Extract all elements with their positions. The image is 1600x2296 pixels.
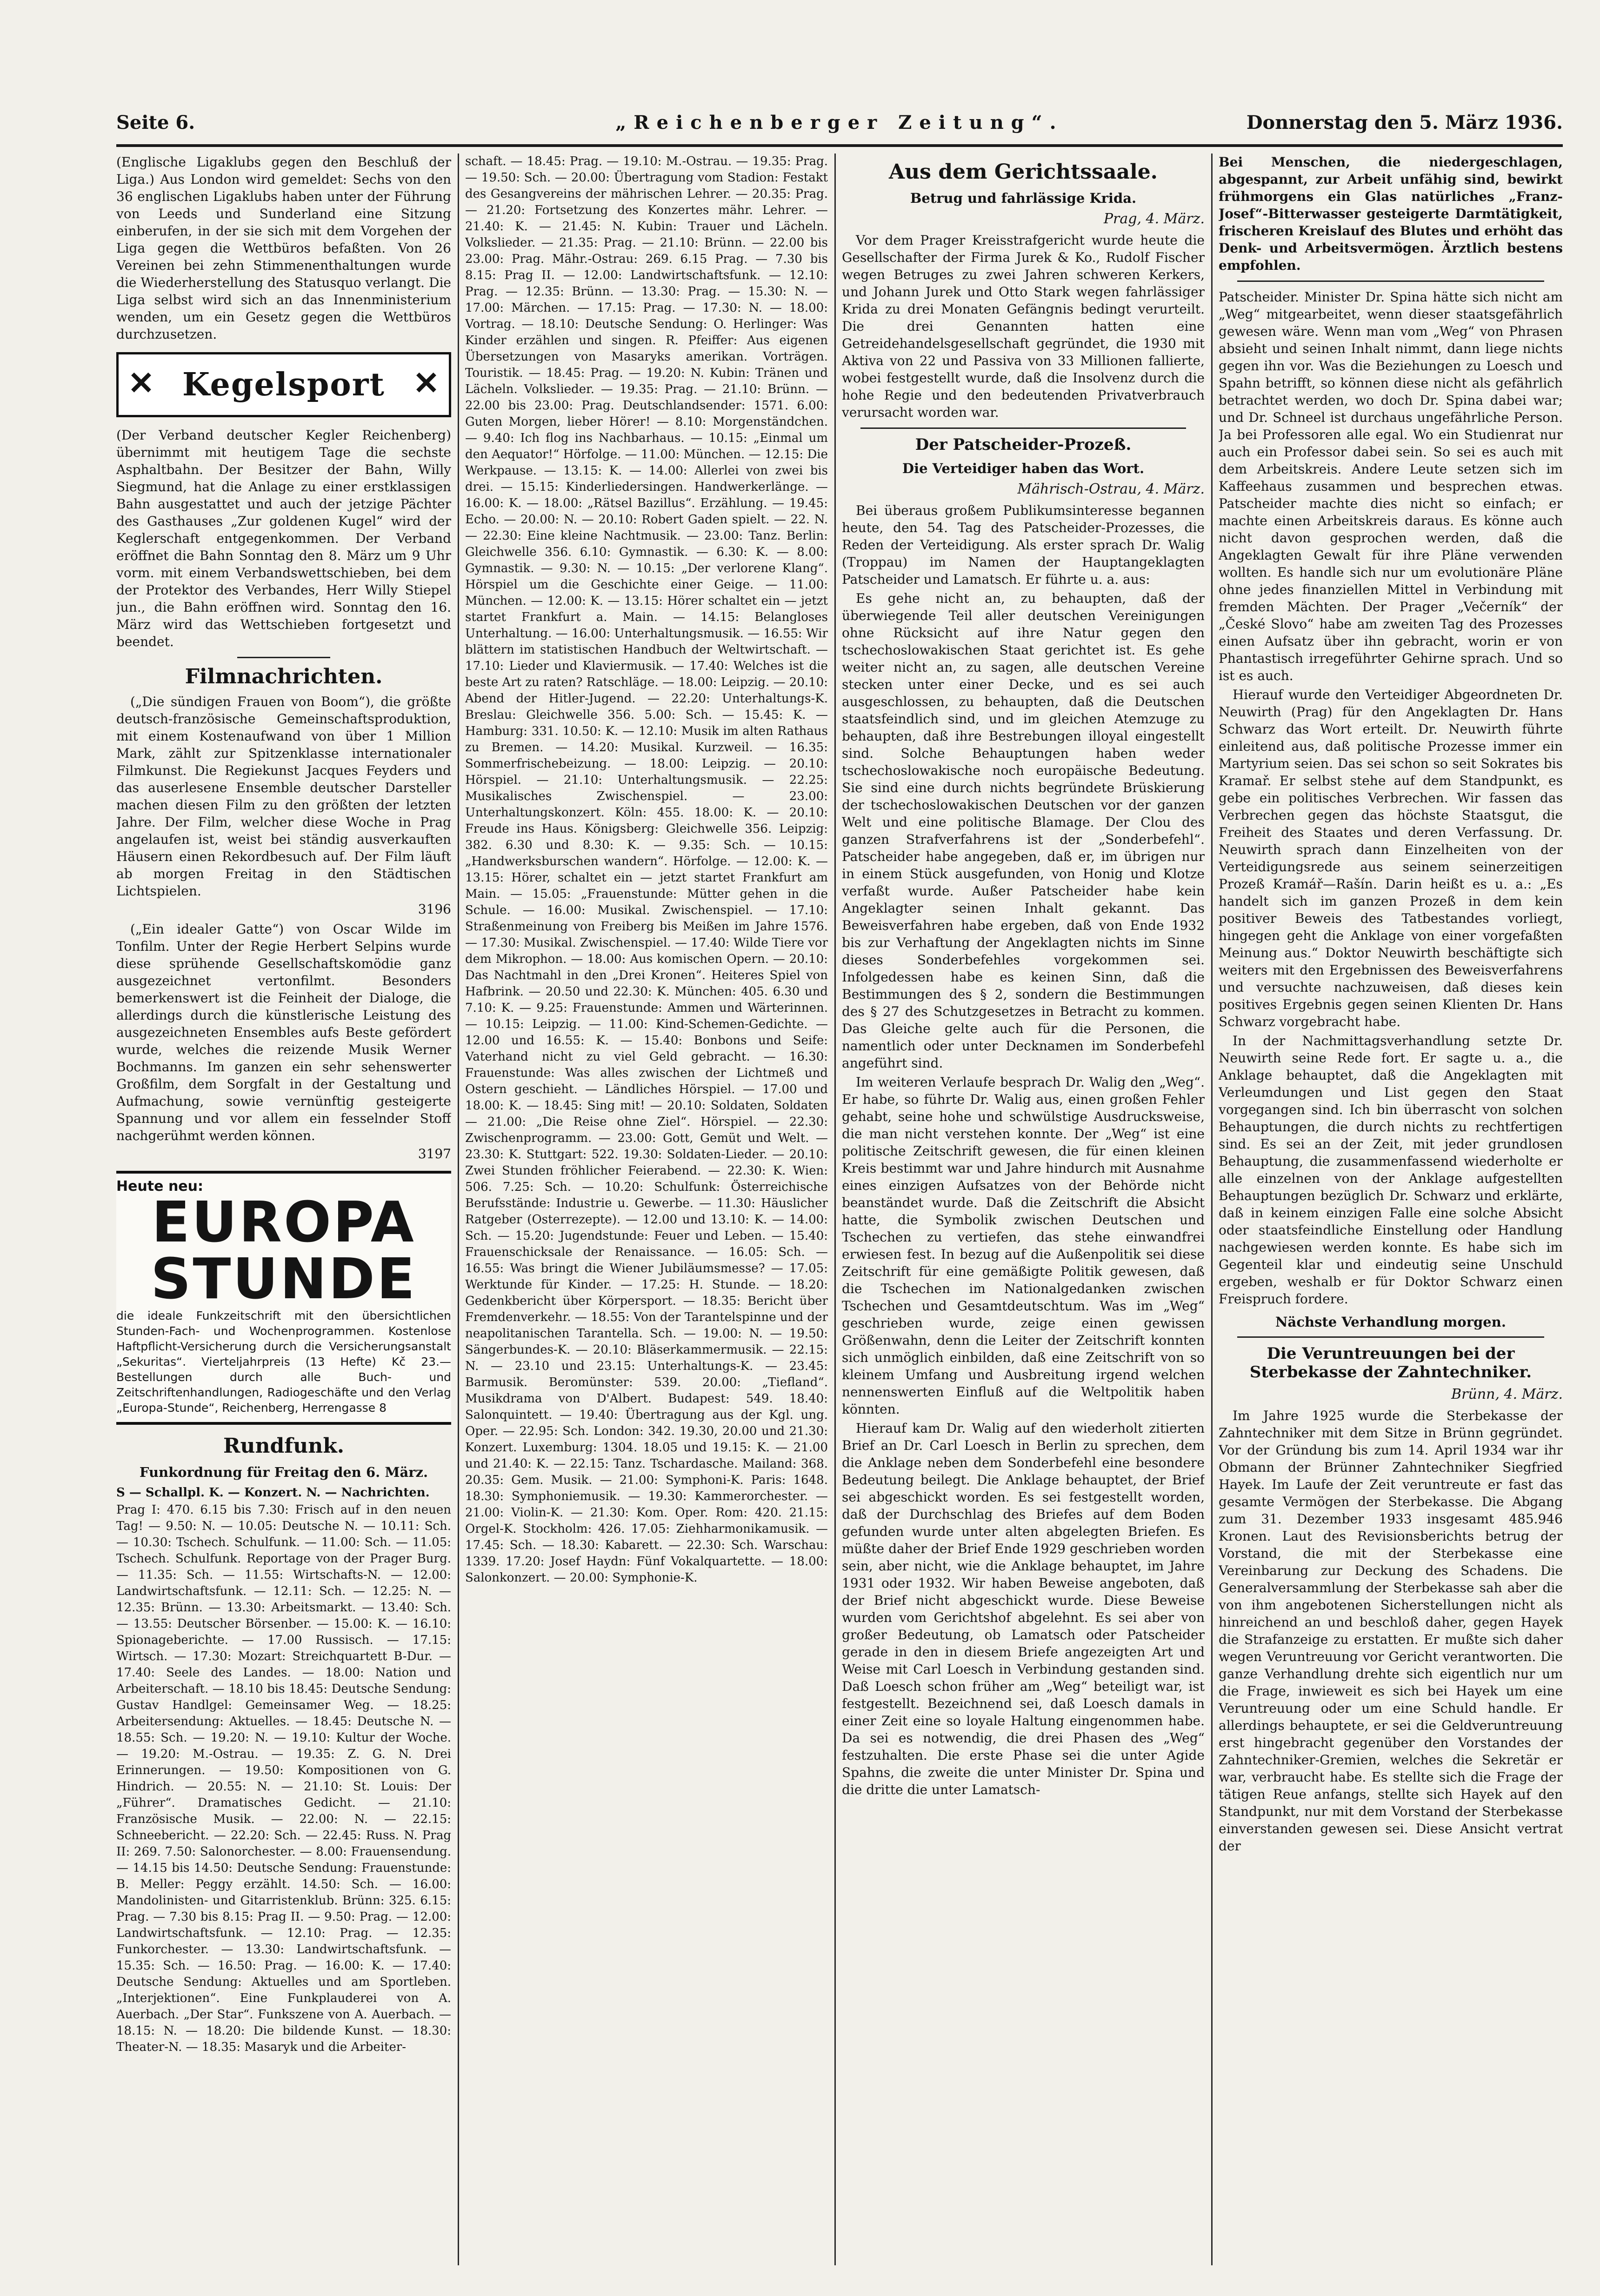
section-subheading: Funkordnung für Freitag den 6. März.	[139, 1464, 428, 1480]
column-rule	[1211, 154, 1213, 2265]
divider	[1237, 280, 1544, 282]
kegelsport-banner	[116, 352, 451, 417]
article-paragraph: Bei überaus großem Publikumsinteresse begannen heute, den 54. Tag des Patscheider-Prozesses, die Reden der Verteidigung. Als erster sprach Dr. Walig (Troppau) im Namen der Hauptangeklagten Patscheider und Lamatsch. Er führte u. a. aus:	[842, 503, 1205, 587]
column-rule	[458, 154, 459, 2265]
article-paragraph: Patscheider. Minister Dr. Spina hätte sich nicht am „Weg“ mitgearbeitet, wenn dieser staatsgefährlich gewesen wäre. Wenn man vom „Weg“ von Phrasen absieht und seinen Inhalt nimmt, dann liege nichts gegen ihn vor. Was die Beziehungen zu Loesch und Spahn betrifft, so können diese nicht als gefährlich betrachtet werden, wo doch Dr. Spina dabei war; und Dr. Schneel ist durchaus ungefährliche Person. Ja bei Professoren alle egal. Wo ein Studienrat nur auch ein Professor dabei sein. So sei es auch mit dem Arbeitskreis. Andere Leute setzen sich im Kaffeehaus zusammen und besprechen etwas. Patscheider machte dies nicht so einfach; er machte einen Arbeitskreis daraus. Es könne auch nicht davon gesprochen werden, daß die Angeklagten Gewalt für ihre Pläne verwenden wollten. Es handle sich nur um evolutionäre Pläne ohne jedes finanziellen Mittel in Verbindung mit fremden Mächten. Der Prager „Večerník“ der „České Slovo“ habe am zweiten Tag des Prozesses einen Aufsatz über ihn gebracht, worin er von Phantastisch irregeführter Gehirne sprach. Und so ist es auch.	[1219, 289, 1563, 683]
article-paragraph: Im weiteren Verlaufe besprach Dr. Walig den „Weg“. Er habe, so führte Dr. Walig aus, einen großen Fehler gehabt, seine hohe und schwülstige Ausdrucksweise, die man nicht verstehen konnte. Der „Weg“ ist eine politische Zeitschrift gewesen, die für einen kleinen Kreis bestimmt war und Jahre hindurch mit Ausnahme eines einzigen Aufsatzes von der Behörde nicht beanständet wurde. Daß die Zeitschrift die Absicht hatte, die Symbolik zwischen Deutschen und Tschechen zu vertiefen, das stehe einwandfrei erwiesen fest. In bezug auf die Außenpolitik sei diese Zeitschrift für eine gemäßigte Politik gewesen, daß die Tschechen im Nationalgedanken zwischen Tschechen und Gesamtdeutschtum. Was im „Weg“ geschrieben wurde, zeige einen gewissen Größenwahn, denn die Leiter der Zeitschrift konnten sich unmöglich einbilden, daß eine Zeitschrift von so kleinem Umfang und Ausbreitung irgend welchen nennenswerten Einfluß auf die Weltpolitik haben könnten.	[842, 1075, 1205, 1417]
article-paragraph: Hierauf kam Dr. Walig auf den wiederholt zitierten Brief an Dr. Carl Loesch in Berlin zu sprechen, dem die Anklage neben dem Sonderbefehl eine besondere Bedeutung beilegt. Die Anklage behauptet, der Brief sei abgeschickt worden. Es sei festgestellt worden, daß der Durchschlag des Briefes auf dem Boden gefunden wurde unter alten abgelegten Briefen. Es müßte daher der Brief Ende 1929 geschrieben worden sein, aber nicht, wie die Anklage behauptet, im Jahre 1931 oder 1932. Wir haben Beweise angeboten, daß der Brief nicht abgeschickt wurde. Diese Beweise wurden vom Gerichtshof abgelehnt. Es sei aber von großer Bedeutung, ob Lamatsch oder Patscheider gerade in den in diesem Briefe angezeigten Art und Weise mit Carl Loesch in Verbindung gestanden sind. Daß Loesch schon früher am „Weg“ beteiligt war, ist festgestellt. Bezeichnend sei, daß Loesch damals in einer Zeit eine so loyale Haltung eingenommen habe. Da sei es notwendig, die drei Phasen des „Weg“ festzuhalten. Die erste Phase sei die unter Agide Spahns, die zweite die unter Minister Dr. Spina und die dritte die unter Lamatsch-	[842, 1421, 1205, 1797]
kegel-article: (Der Verband deutscher Kegler Reichenberg) übernimmt mit heutigem Tage die sechste Asphaltbahn. Der Besitzer der Bahn, Willy Siegmund, hat die Anlage zu einer erstklassigen Bahn ausgestattet und auch der jetzige Pächter des Gasthauses „Zur goldenen Kugel“ wird der Keglerschaft entgegenkommen. Der Verband eröffnet die Bahn Sonntag den 8. März um 9 Uhr vorm. mit einem Verbandswettschieben, bei dem der Protektor des Verbandes, Herr Willy Stiepel jun., die Bahn eröffnen wird. Sonntag den 16. März wird das Wettschieben fortgesetzt und beendet.	[116, 427, 451, 649]
article-paragraph: Im Jahre 1925 wurde die Sterbekasse der Zahntechniker mit dem Sitze in Brünn gegründet. Vor der Gründung bis zum 14. April 1934 war ihr Obmann der Brünner Zahntechniker Siegfried Hayek. Im Laufe der Zeit veruntreute er fast das gesamte Vermögen der Sterbekasse. Die Abgang zum 31. Dezember 1933 insgesamt 485.946 Kronen. Laut des Revisionsberichts betrug der Vorstand, die mit der Sterbekasse eine Vereinbarung zur Deckung des Schadens. Die Generalversammlung der Sterbekasse sah aber die von ihm angebotenen Sicherstellungen nicht als hinreichend an und beschloß daher, gegen Hayek die Strafanzeige zu erstatten. Er mußte sich daher wegen Veruntreuung vor Gericht verantworten. Die ganze Verhandlung drehte sich eigentlich nur um die Frage, inwieweit es sich bei Hayek um eine Veruntreuung oder um eine Schuld handle. Er allerdings behauptete, er sei die Geldveruntreuung erst hingebracht gegenüber den Vorstandes der Zahntechniker-Gremien, welches die Sekretär er war, verbraucht habe. Es stellte sich die Frage der tätigen Reue anfangs, stellte sich Hayek auf den Standpunkt, nur mit dem Vorstand der Sterbekasse einverstanden gewesen sei. Diese Ansicht vertrat der	[1219, 1408, 1563, 1854]
crossed-pins-icon: ✕	[413, 365, 440, 402]
column-3	[842, 154, 1205, 2284]
radio-program: Prag I: 470. 6.15 bis 7.30: Frisch auf in den neuen Tag! — 9.50: N. — 10.05: Deutsche N. — 10.11: Sch. — 10.30: Tschech. Schulfunk. — 11.00: Sch. — 11.05: Tschech. Schulfunk. Reportage von der Prager Burg. — 11.35: Sch. — 11.55: Wirtschafts-N. — 12.00: Landwirtschaftsfunk. — 12.11: Sch. — 12.25: N. — 12.35: Brünn. — 13.30: Arbeitsmarkt. — 13.40: Sch. — 13.55: Deutscher Börsenber. — 15.00: K. — 16.10: Spionageberichte. — 17.00 Russisch. — 17.15: Wirtsch. — 17.30: Mozart: Streichquartett B-Dur. — 17.40: Seele des Landes. — 18.00: Nation und Arbeiterschaft. — 18.10 bis 18.45: Deutsche Sendung: Gustav Handlgel: Gemeinsamer Weg. — 18.25: Arbeitersendung: Aktuelles. — 18.45: Deutsche N. — 18.55: Sch. — 19.20: N. — 19.10: Kultur der Woche. — 19.20: M.-Ostrau. — 19.35: Z. G. N. Drei Erinnerungen. — 19.50: Kompositionen von G. Hindrich. — 20.55: N. — 21.10: St. Louis: Der „Führer“. Dramatisches Gedicht. — 21.10: Französische Musik. — 22.00: N. — 22.15: Schneebericht. — 22.20: Sch. — 22.45: Russ. N. Prag II: 269. 7.50: Salonorchester. — 8.00: Frauensendung. — 14.15 bis 14.50: Deutsche Sendung: Frauenstunde: B. Meller: Peggy erzählt. 14.50: Sch. — 16.00: Mandolinisten- und Gitarristenklub. Brünn: 325. 6.15: Prag. — 7.30 bis 8.15: Prag II. — 9.50: Prag. — 12.00: Landwirtschaftsfunk. — 12.10: Prag. — 12.35: Funkorchester. — 13.30: Landwirtschaftsfunk. — 15.35: Sch. — 16.50: Prag. — 16.00: K. — 17.40: Deutsche Sendung: Aktuelles und am Sportleben. „Interjektionen“. Eine Funkplauderei von A. Auerbach. „Der Star“. Funkszene von A. Auerbach. — 18.15: N. — 18.20: Die bildende Kunst. — 18.30: Theater-N. — 18.35: Masaryk und die Arbeiter-	[116, 1503, 451, 2054]
film-article: („Die sündigen Frauen von Boom“), die größte deutsch-französische Gemeinschaftsproduktion, mit einem Kostenaufwand von über 1 Million Mark, zählt zur Spitzenklasse internationaler Filmkunst. Die Regiekunst Jacques Feyders und das auserlesene Ensemble deutscher Darsteller machen diesen Film zu den größten der letzten Jahre. Der Film, welcher diese Woche in Prag angelaufen ist, weist bei ständig ausverkauften Häusern einen Rekordbesuch auf. Der Film läuft ab morgen Freitag in den Städtischen Lichtspielen.	[116, 694, 451, 899]
film-article: („Ein idealer Gatte“) von Oscar Wilde im Tonfilm. Unter der Regie Herbert Selpins wurde diese sprühende Gesellschaftskomödie ganz ausgezeichnet vertonfilmt. Besonders bemerkenswert ist die Feinheit der Dialoge, die allerdings durch die künstlerische Leistung des ausgezeichneten Ensembles aufs Beste gefördert wurde, welches die reizende Musik Werner Bochmanns. Im ganzen ein sehr sehenswerter Großfilm, dem Sorgfalt in der Gestaltung und Aufmachung, sowie vernünftig gesteigerte Spannung und vor allem ein fesselnder Stoff nachgerühmt werden können.	[116, 921, 451, 1143]
court-article: Vor dem Prager Kreisstrafgericht wurde heute die Gesellschafter der Firma Jurek & Ko., Rudolf Fischer wegen Betruges zu zwei Jahren schweren Kerkers, und Johann Jurek und Otto Stark wegen fahrlässiger Krida zu drei Monaten Gefängnis bedingt verurteilt. Die drei Genannten hatten eine Getreidehandelsgesellschaft gegründet, die 1930 mit Aktiva von 22 und Passiva von 33 Millionen fallierte, wobei festgestellt wurde, daß die Insolvenz durch die hohe Regie und den bedeutenden Privatverbrauch verursacht worden war.	[842, 233, 1205, 420]
newspaper-name: „Reichenberger Zeitung“.	[615, 112, 1064, 133]
issue-date: Donnerstag den 5. März 1936.	[1246, 112, 1563, 133]
radio-legend: S — Schallpl. K. — Konzert. N. — Nachrichten.	[116, 1486, 430, 1500]
article-paragraph: In der Nachmittagsverhandlung setzte Dr. Neuwirth seine Rede fort. Er sagte u. a., die Anklage behauptet, daß die Angeklagten mit Verleumdungen und List gegen den Staat vorgegangen sind. Ich bin überrascht von solchen Behauptungen, die durch nichts zu rechtfertigen sind. Es sei an der Zeit, mit jeder grundlosen Behauptung, die zusammenfassend wiederholte er alle einzelnen von der Anklage aufgestellten Behauptungen bezüglich Dr. Schwarz und erklärte, daß in keinem einzigen Falle eine solche Absicht oder staatsfeindliche Einstellung oder Handlung nachgewiesen werden konnte. Es habe sich im Gegenteil klar und eindeutig seine Unschuld ergeben, weshalb er für Doktor Schwarz einen Freispruch fordere.	[1219, 1033, 1563, 1307]
europa-stunde-ad	[116, 1171, 451, 1425]
banner-title: Kegelsport	[182, 366, 385, 403]
ad-title-line: STUNDE	[151, 1247, 417, 1312]
article-paragraph: Hierauf wurde den Verteidiger Abgeordneten Dr. Neuwirth (Prag) für den Angeklagten Dr. Hans Schwarz das Wort erteilt. Dr. Neuwirth führte einleitend aus, daß politische Prozesse immer ein Martyrium seien. Das sei schon so seit Sokrates bis Kramař. Er selbst stehe auf dem Standpunkt, es gebe ein politisches Verbrechen. Wir fassen das Verbrechen gegen das höchste Staatsgut, die Freiheit des Staates und deren Verfassung. Dr. Neuwirth sprach dann Einzelheiten von der Verteidigungsrede aus seinem seinerzeitigen Prozeß Kramář—Rašín. Darin heißt es u. a.: „Es handelt sich im ganzen Prozeß in dem kein positiver Beweis des Tatbestandes vorliegt, hingegen geht die Anklage von einer vorgefaßten Meinung aus.“ Doktor Neuwirth beschäftigte sich weiters mit den Ergebnissen des Beweisverfahrens und versuchte nachzuweisen, daß dieses kein positives Ergebnis gegen seinen Klienten Dr. Hans Schwarz vorgebracht habe.	[1219, 687, 1563, 1029]
column-1	[116, 154, 451, 2284]
section-heading: Filmnachrichten.	[185, 665, 383, 688]
radio-program: schaft. — 18.45: Prag. — 19.10: M.-Ostrau. — 19.35: Prag. — 19.50: Sch. — 20.00: Übertragung vom Stadion: Festakt des Gesangvereins der mährischen Lehrer. — 20.35: Prag. — 21.20: Fortsetzung des Konzertes mähr. Lehrer. — 21.40: K. — 21.45: N. Kubin: Trauer und Lächeln. Volkslieder. — 21.35: Prag. — 21.10: Brünn. — 22.00 bis 23.00: Prag. Mähr.-Ostrau: 269. 6.15 Prag. — 7.30 bis 8.15: Prag II. — 12.00: Landwirtschaftsfunk. — 12.10: Prag. — 12.35: Brünn. — 13.30: Prag. — 15.30: N. — 17.00: Märchen. — 17.15: Prag. — 17.30: N. — 18.00: Vortrag. — 18.10: Deutsche Sendung: O. Herlinger: Was Kinder erzählen und singen. R. Pfeiffer: Aus eigenen Übersetzungen von Masaryks amerikan. Vorträgen. Touristik. — 18.45: Prag. — 19.20: N. Kubin: Tränen und Lächeln. Volkslieder. — 19.35: Prag. — 21.10: Brünn. — 22.00 bis 23.00: Prag. Deutschlandsender: 1571. 6.00: Guten Morgen, lieber Hörer! — 8.10: Morgenständchen. — 9.40: Ich flog ins Nachbarhaus. — 10.15: „Einmal um den Aequator!“ Hörfolge. — 11.00: München. — 12.15: Die Werkpause. — 13.15: K. — 14.00: Allerlei von zwei bis drei. — 15.15: Kinderliedersingen. Handwerkerlänge. — 16.00: K. — 18.00: „Rätsel Bazillus“. Erzählung. — 19.45: Echo. — 20.00: N. — 20.10: Robert Gaden spielt. — 22. N. — 22.30: Eine kleine Nachtmusik. — 23.00: Tanz. Berlin: Gleichwelle 356. 6.10: Gymnastik. — 6.30: K. — 8.00: Gymnastik. — 9.30: N. — 10.15: „Der verlorene Klang“. Hörspiel um die Geschichte einer Geige. — 11.00: München. — 12.00: K. — 13.15: Hörer schaltet ein — jetzt startet Frankfurt a. Main. — 14.15: Belangloses Unterhaltung. — 16.00: Unterhaltungsmusik. — 16.55: Wir blättern im statistischen Handbuch der Weltwirtschaft. — 17.10: Lieder und Klaviermusik. — 17.40: Welches ist die beste Art zu raten? Ratschläge. — 18.00: Leipzig. — 20.10: Abend der Hitler-Jugend. — 22.20: Unterhaltungs-K. Breslau: Gleichwelle 356. 5.00: Sch. — 15.45: K. — Hamburg: 331. 10.50: K. — 12.10: Musik im alten Rathaus zu Bremen. — 14.20: Musikal. Kurzweil. — 16.35: Sommerfrischebeizung. — 18.00: Leipzig. — 20.10: Hörspiel. — 21.10: Unterhaltungsmusik. — 22.25: Musikalisches Zwischenspiel. — 23.00: Unterhaltungskonzert. Köln: 455. 18.00: K. — 20.10: Freude ins Haus. Königsberg: Gleichwelle 356. Leipzig: 382. 6.30 und 8.30: K. — 9.35: Sch. — 10.15: „Handwerksburschen wandern“. Hörfolge. — 12.00: K. — 13.15: Hörer, schaltet ein — jetzt startet Frankfurt am Main. — 15.05: „Frauenstunde: Mütter gehen in die Schule. — 16.00: Musikal. Zwischenspiel. — 17.10: Straßenmeinung von Freiberg bis Meißen im Jahre 1576. — 17.30: Musikal. Zwischenspiel. — 17.40: Wilde Tiere vor dem Mikrophon. — 18.00: Aus komischen Opern. — 20.10: Das Nachtmahl in den „Drei Kronen“. Heiteres Spiel von Hafbrink. — 20.50 und 22.30: K. München: 405. 6.30 und 7.10: K. — 9.25: Frauenstunde: Ammen und Wärterinnen. — 10.15: Leipzig. — 11.00: Kind-Schemen-Gedichte. — 12.00 und 16.55: K. — 15.40: Bonbons und Seife: Vaterhand nicht zu viel Geld gebracht. — 16.30: Frauenstunde: Was alles zwischen der Lichtmeß und Ostern geschieht. — Ländliches Hörspiel. — 17.00 und 18.00: K. — 18.45: Sing mit! — 20.10: Soldaten, Soldaten — 21.00: „Die Reise ohne Ziel“. Hörspiel. — 22.30: Zwischenprogramm. — 23.00: Gott, Gemüt und Welt. — 23.30: K. Stuttgart: 522. 19.30: Soldaten-Lieder. — 20.10: Zwei Stunden fröhlicher Feierabend. — 22.30: K. Wien: 506. 7.25: Sch. — 10.20: Schulfunk: Österreichische Berufsstände: Industrie u. Gewerbe. — 11.30: Häuslicher Ratgeber (Osterrezepte). — 12.00 und 13.10: K. — 14.00: Sch. — 15.20: Jugendstunde: Feuer und Leben. — 15.40: Frauenschicksale der Renaissance. — 16.05: Sch. — 16.55: Was bringt die Wiener Jubiläumsmesse? — 17.05: Werktunde für Kinder. — 17.25: H. Stunde. — 18.20: Gedenkbericht über Körpersport. — 18.35: Bericht über Fremdenverkehr. — 18.55: Von der Tarantelspinne und der neapolitanischen Tarantella. Sch. — 19.00: N. — 19.50: Sängerbundes-K. — 20.10: Bläserkammermusik. — 22.15: N. — 23.10 und 23.15: Unterhaltungs-K. — 23.45: Barmusik. Beromünster: 539. 20.00: „Tiefland“. Musikdrama von D'Albert. Budapest: 549. 18.40: Salonquintett. — 19.40: Übertragung aus der Kgl. ung. Oper. — 22.95: Sch. London: 342. 19.30, 20.00 und 21.30: Konzert. Luxemburg: 1304. 18.05 und 19.15: K. — 21.00 und 21.40: K. — 22.15: Tanz. Tschardasche. Mailand: 368. 20.35: Gem. Musik. — 21.00: Symphoni-K. Paris: 1648. 18.30: Symphoniemusik. — 19.30: Kammerorchester. — 21.00: Violin-K. — 21.30: Kom. Oper. Rom: 420. 21.15: Orgel-K. Stockholm: 426. 17.05: Ziehharmonikamusik. — 17.45: Sch. — 18.30: Kabarett. — 22.30: Sch. Warschau: 1339. 17.20: Josef Haydn: Fünf Vokalquartette. — 18.00: Salonkonzert. — 20.00: Symphonie-K.	[465, 154, 828, 1585]
closing-note: Nächste Verhandlung morgen.	[1275, 1314, 1506, 1330]
page-header	[116, 107, 1563, 147]
section-heading: Rundfunk.	[223, 1434, 345, 1458]
column-2	[465, 154, 828, 2284]
crossed-pins-icon: ✕	[128, 365, 154, 402]
dateline: Prag, 4. März.	[1103, 211, 1205, 227]
article-subheading: Die Verteidiger haben das Wort.	[902, 461, 1145, 476]
article-heading: Der Patscheider-Prozeß.	[915, 435, 1132, 454]
ad-title-line: EUROPA	[152, 1190, 416, 1255]
dateline: Mährisch-Ostrau, 4. März.	[1017, 481, 1205, 497]
ad-code: 3196	[418, 901, 451, 917]
sport-article: (Englische Ligaklubs gegen den Beschluß der Liga.) Aus London wird gemeldet: Sechs von den 36 englischen Ligaklubs haben unter der Führung von Leeds und Sunderland eine Sitzung einberufen, in der sie sich mit dem Vorgehen der Liga gegen die Wettbüros befaßten. Von 26 Vereinen bei zehn Stimmenenthaltungen wurde die Wiederherstellung des Statusquo verlangt. Die Liga selbst wird sich an das Innenministerium wenden, um ein Gesetz gegen die Wettbüros durchzusetzen.	[116, 154, 451, 342]
column-rule	[834, 154, 836, 2265]
dateline: Brünn, 4. März.	[1451, 1386, 1563, 1402]
divider	[237, 657, 330, 658]
advertisement-text: Bei Menschen, die niedergeschlagen, abgespannt, zur Arbeit unfähig sind, bewirkt frühmorgens ein Glas natürliches „Franz-Josef“-Bitterwasser gesteigerte Darmtätigkeit, frischeren Kreislauf des Blutes und erhöht das Denk- und Arbeitsvermögen. Ärztlich bestens empfohlen.	[1219, 154, 1563, 273]
article-paragraph: Es gehe nicht an, zu behaupten, daß der überwiegende Teil aller deutschen Vereinigungen ohne Rücksicht auf ihre Natur gegen den tschechoslowakischen Staat gerichtet ist. Es gehe weiter nicht an, zu sagen, alle deutschen Vereine stecken unter einer Decke, und es sei auch ausgeschlossen, zu behaupten, daß die Deutschen staatsfeindlich sind, und im gleichen Atemzuge zu behaupten, daß ihre Bestrebungen illoyal eingestellt sind. Solche Behauptungen haben weder tschechoslowakische noch europäische Bedeutung. Sie sind eine durch nichts begründete Brüskierung der tschechoslowakischen Deutschen vor der ganzen Welt und eine politische Blamage. Der Clou des ganzen Strafverfahrens ist der „Sonderbefehl“. Patscheider habe angegeben, daß er, im übrigen nur in einem Stück ausgefunden, von Honig und Klotze verfaßt wurde. Außer Patscheider habe kein Angeklagter seinen Inhalt gekannt. Das Beweisverfahren habe ergeben, daß von Ende 1932 bis zur Verhaftung der Angeklagten nichts im Sinne dieses Sonderbefehles vorgekommen sei. Infolgedessen habe es keinen Sinn, daß die Bestimmungen des § 2, sondern die Bestimmungen des § 27 des Schutzgesetzes in Betracht zu kommen. Das Gleiche gelte auch für die Personen, die namentlich oder unter Decknamen im Sonderbefehl angeführt sind.	[842, 591, 1205, 1071]
page-number: Seite 6.	[116, 112, 195, 133]
article-heading: Die Veruntreuungen bei der Sterbekasse der Zahntechniker.	[1249, 1344, 1532, 1382]
divider	[860, 427, 1186, 429]
ad-code: 3197	[418, 1146, 451, 1161]
ad-body: die ideale Funkzeitschrift mit den übersichtlichen Stunden-Fach- und Wochenprogrammen. Kostenlose Haftpflicht-Versicherung durch die Versicherungsanstalt „Sekuritas“. Vierteljahrpreis (13 Hefte) Kč 23.— Bestellungen durch alle Buch- und Zeitschriftenhandlungen, Radiogeschäfte und den Verlag „Europa-Stunde“, Reichenberg, Herrengasse 8	[116, 1309, 451, 1415]
section-heading: Aus dem Gerichtssaale.	[888, 160, 1158, 184]
ad-kicker: Heute neu:	[116, 1178, 204, 1195]
divider	[1237, 1336, 1544, 1338]
article-subheading: Betrug und fahrlässige Krida.	[910, 190, 1137, 206]
column-4	[1219, 154, 1563, 2284]
